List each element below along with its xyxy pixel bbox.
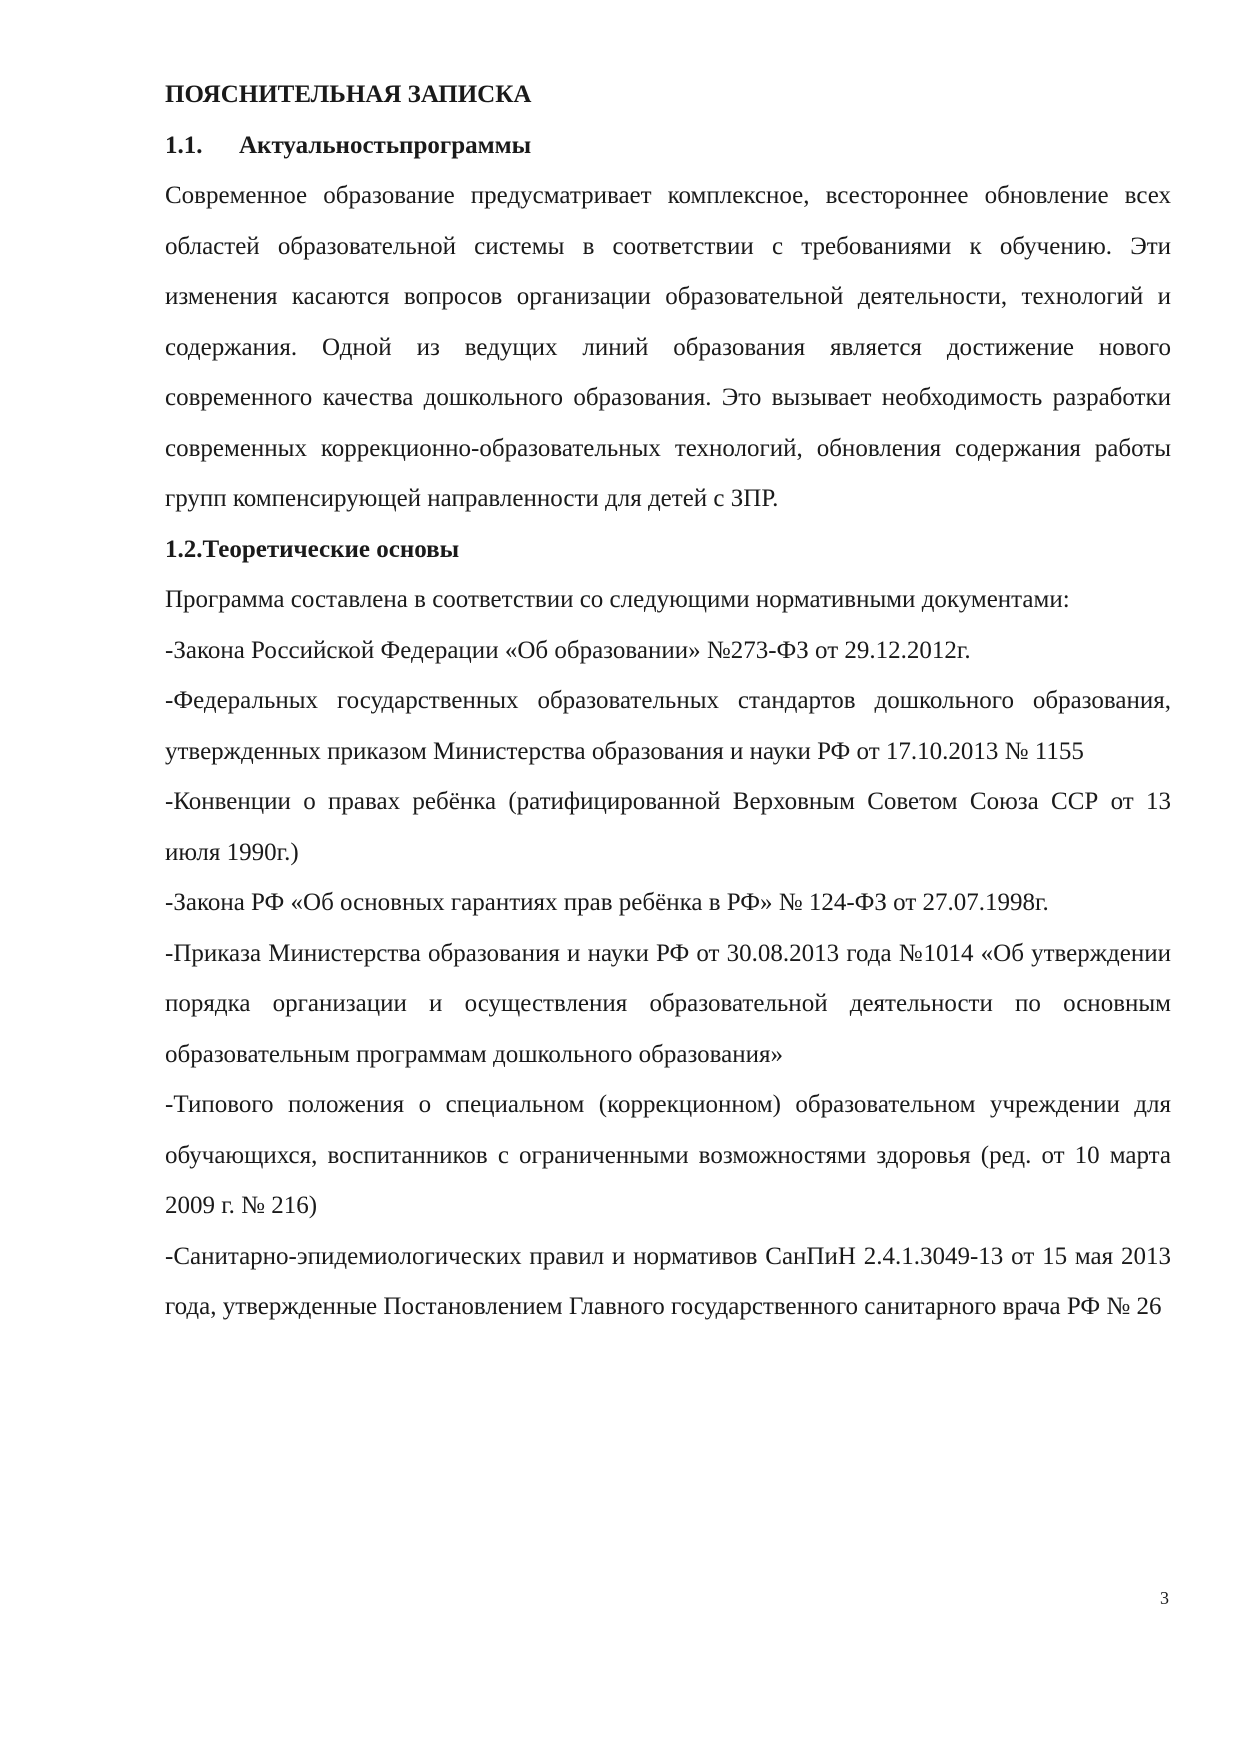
page-number: 3	[1160, 1588, 1169, 1608]
document-title: ПОЯСНИТЕЛЬНАЯ ЗАПИСКА	[165, 81, 532, 108]
list-item: -Типового положения о специальном (коррекционном) образовательном учреждении для обучающихся, воспитанников с ограниченными возможностями здоровья (ред. от 10 марта 2009 г. № 216)	[165, 1091, 1171, 1219]
section-heading-theory	[165, 525, 1171, 576]
paragraph: Современное образование предусматривает комплексное, всестороннее обновление всех областей образовательной системы в соответствии с требованиями к обучению. Эти изменения касаются вопросов организации образовательной деятельности, технологий и содержания. Одной из ведущих линий образования является достижение нового современного качества дошкольного образования. Это вызывает необходимость разработки современных коррекционно-образовательных технологий, обновления содержания работы групп компенсирующей направленности для детей с ЗПР.	[165, 182, 1171, 512]
section-title: Актуальностьпрограммы	[239, 131, 532, 159]
paragraph: Программа составлена в соответствии со следующими нормативными документами:	[165, 586, 1070, 613]
section-number: 1.1.	[165, 131, 203, 159]
document-page	[165, 70, 1171, 1333]
section-number: 1.2.	[165, 535, 203, 563]
list-item: -Приказа Министерства образования и науки РФ от 30.08.2013 года №1014 «Об утверждении порядка организации и осуществления образовательной деятельности по основным образовательным программам дошкольного образования»	[165, 939, 1171, 1068]
list-item: -Закона РФ «Об основных гарантиях прав ребёнка в РФ» № 124-ФЗ от 27.07.1998г.	[165, 889, 1049, 916]
section-title: Теоретические основы	[202, 535, 460, 563]
list-item: -Закона Российской Федерации «Об образовании» №273-ФЗ от 29.12.2012г.	[165, 636, 971, 664]
section-heading-relevance	[165, 121, 1171, 172]
list-item: -Конвенции о правах ребёнка (ратифицированной Верховным Советом Союза ССР от 13 июля 1990г.)	[165, 788, 1171, 866]
list-item: -Федеральных государственных образовательных стандартов дошкольного образования, утвержденных приказом Министерства образования и науки РФ от 17.10.2013 № 1155	[165, 687, 1171, 765]
list-item: -Санитарно-эпидемиологических правил и нормативов СанПиН 2.4.1.3049-13 от 15 мая 2013 года, утвержденные Постановлением Главного государственного санитарного врача РФ № 26	[165, 1242, 1171, 1320]
